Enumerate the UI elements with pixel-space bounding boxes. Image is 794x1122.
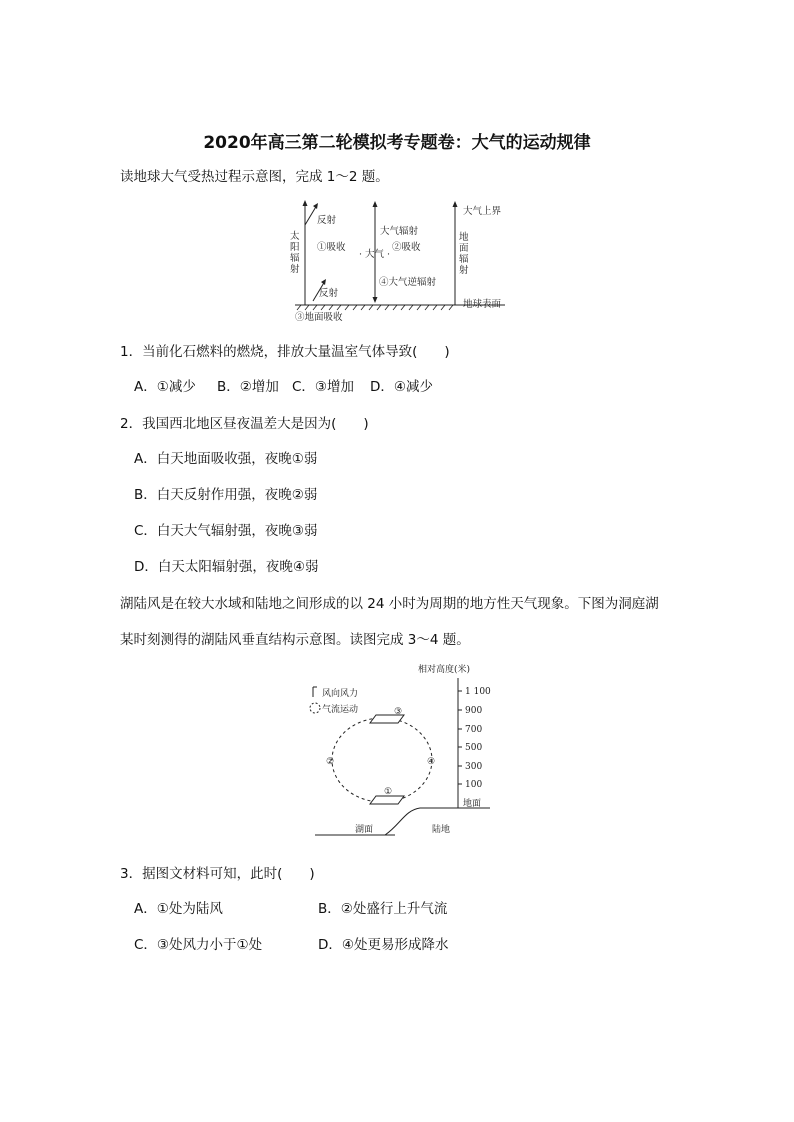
question-2-stem: 2．我国西北地区昼夜温差大是因为( ) [120,416,369,432]
legend-wind-label: 风向风力 [322,689,359,699]
reflect-top-arrow [305,205,317,225]
wind-marker-1-shape [370,796,404,804]
lake-land-breeze-diagram [300,660,500,840]
atmosphere-heating-diagram [285,197,525,325]
q3-option-d: D．④处更易形成降水 [318,937,449,953]
q1-option-b: B．②增加 [217,379,279,395]
q2-option-d: D．白天太阳辐射强，夜晚④弱 [134,559,319,575]
tick-100: 100 [465,780,483,790]
ground-radiation-label-2: 面 [459,243,469,254]
question-3-stem: 3．据图文材料可知，此时( ) [120,866,315,882]
reflect-top-label: 反射 [317,215,337,226]
land-label: 陆地 [432,825,451,835]
solar-radiation-label-3: 辐 [290,253,300,264]
marker-4: ④ [427,757,436,767]
axis-title: 相对高度(米) [418,665,471,675]
ground-radiation-label-3: 辐 [459,254,469,265]
intro-text-2-line-1: 湖陆风是在较大水域和陆地之间形成的以 24 小时为周期的地方性天气现象。下图为洞庭湖 [120,596,659,612]
q1-option-c: C．③增加 [292,379,355,395]
reflect-bottom-label: 反射 [319,288,339,299]
marker-2: ② [326,757,335,767]
q2-option-a: A．白天地面吸收强，夜晚①弱 [134,451,318,467]
q1-option-d: D．④减少 [370,379,433,395]
intro-text-1: 读地球大气受热过程示意图，完成 1～2 题。 [120,169,389,185]
ground-absorb-label: ③地面吸收 [295,312,343,323]
atmosphere-label: · 大气 · [359,249,391,260]
question-1-stem: 1．当前化石燃料的燃烧，排放大量温室气体导致( ) [120,344,450,360]
atm-upper-bound-label: 大气上界 [463,206,502,217]
lake-surface-label: 湖面 [355,825,374,835]
counter-radiation-label: ④大气逆辐射 [379,277,437,288]
q2-option-b: B．白天反射作用强，夜晚②弱 [134,487,318,503]
tick-300: 300 [465,762,483,772]
solar-radiation-label-1: 太 [290,231,300,242]
absorb-1-label: ①吸收 [317,242,346,253]
marker-3: ③ [394,707,403,717]
absorb-2-label: ②吸收 [392,242,421,253]
tick-900: 900 [465,706,483,716]
q3-option-c: C．③处风力小于①处 [134,937,263,953]
solar-radiation-label-2: 阳 [290,242,300,253]
page-title: 2020年高三第二轮模拟考专题卷：大气的运动规律 [203,133,591,153]
q3-option-a: A．①处为陆风 [134,901,223,917]
earth-surface-label: 地球表面 [463,299,502,310]
q2-option-c: C．白天大气辐射强，夜晚③弱 [134,523,318,539]
tick-500: 500 [465,743,483,753]
ground-radiation-label-1: 地 [459,232,469,243]
solar-radiation-label-4: 射 [290,264,300,275]
tick-1100: 1 100 [465,687,491,697]
legend-wind-icon [313,687,317,697]
atm-radiation-label: 大气辐射 [380,226,419,237]
q1-option-a: A．①减少 [134,379,196,395]
q3-option-b: B．②处盛行上升气流 [318,901,448,917]
ground-radiation-label-4: 射 [459,265,469,276]
marker-1: ① [384,787,393,797]
legend-flow-label: 气流运动 [322,705,359,715]
legend-flow-icon [310,703,320,713]
air-circulation-loop [332,718,432,802]
ground-hatching [297,305,453,310]
tick-ground: 地面 [463,799,482,809]
intro-text-2-line-2: 某时刻测得的湖陆风垂直结构示意图。读图完成 3～4 题。 [120,632,470,648]
tick-700: 700 [465,725,483,735]
